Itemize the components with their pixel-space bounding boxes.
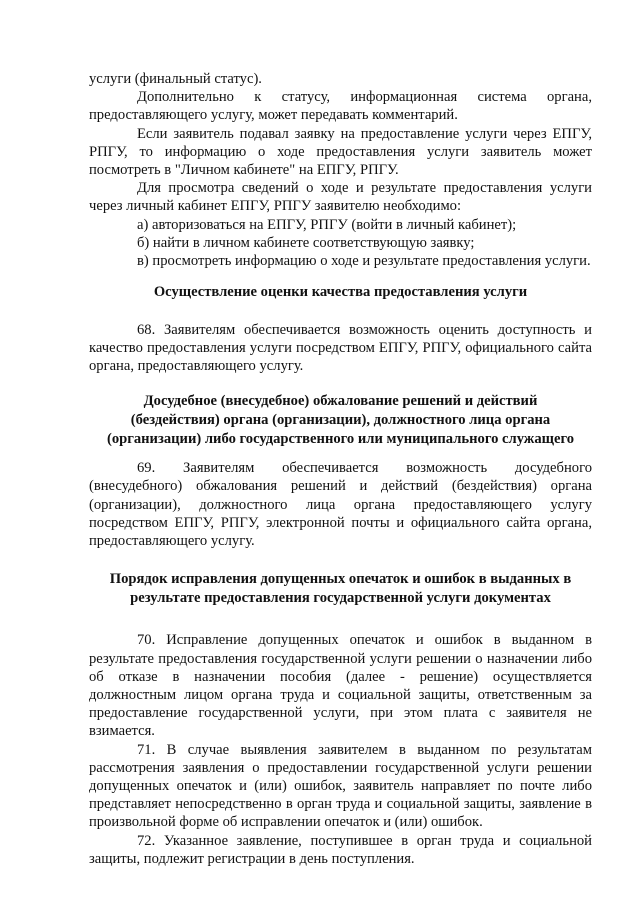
paragraph-comment: Дополнительно к статусу, информационная система органа, предоставляющего услугу, может передавать комментарий. (89, 89, 592, 124)
paragraph-70: 70. Исправление допущенных опечаток и ошибок в выданном в результате предоставления государственной услуги решении о назначении либо об отказе в назначении пособия (далее - решение) осуществляется должностным лицом органа труда и социальной защиты, ответственным за предоставление государственной услуги, при этом плата с заявителя не взимается. (89, 632, 592, 740)
paragraph-view-info: Для просмотра сведений о ходе и результате предоставления услуги через личный кабинет ЕПГУ, РПГУ заявителю необходимо: (89, 180, 592, 215)
heading-error-correction (89, 570, 592, 607)
document-page (89, 70, 592, 868)
heading-error-correction-line2: результате предоставления государственной услуги документах (130, 589, 551, 606)
paragraph-final-status: услуги (финальный статус). (89, 71, 262, 87)
list-item-b: б) найти в личном кабинете соответствующую заявку; (137, 234, 475, 251)
heading-quality-assessment: Осуществление оценки качества предоставления услуги (153, 284, 528, 301)
paragraph-68: 68. Заявителям обеспечивается возможность оценить доступность и качество предоставления услуги посредством ЕПГУ, РПГУ, официального сайта органа, предоставляющего услугу. (89, 321, 592, 375)
list-item-a: а) авторизоваться на ЕПГУ, РПГУ (войти в личный кабинет); (137, 216, 517, 233)
heading-pretrial-appeal (89, 392, 592, 448)
paragraph-72: 72. Указанное заявление, поступившее в орган труда и социальной защиты, подлежит регистрации в день поступления. (89, 832, 592, 867)
heading-pretrial-appeal-line2: (бездействия) органа (организации), должностного лица органа (130, 412, 551, 429)
heading-pretrial-appeal-line3: (организации) либо государственного или муниципального служащего (106, 430, 575, 447)
list-item-c: в) просмотреть информацию о ходе и результате предоставления услуги. (137, 253, 591, 270)
heading-error-correction-line1: Порядок исправления допущенных опечаток и ошибок в выданных в (109, 571, 572, 588)
paragraph-personal-cabinet: Если заявитель подавал заявку на предоставление услуги через ЕПГУ, РПГУ, то информацию о ходе предоставления услуги заявитель может посмотреть в "Личном кабинете" на ЕПГУ, РПГУ. (89, 125, 592, 179)
paragraph-69: 69. Заявителям обеспечивается возможность досудебного (внесудебного) обжалования решений и действий (бездействия) органа (организации), должностного лица органа предоставляющего услугу посредством ЕПГУ, РПГУ, электронной почты и официального сайта органа, предоставляющего услугу. (89, 460, 592, 550)
paragraph-71: 71. В случае выявления заявителем в выданном по результатам рассмотрения заявления о предоставлении государственной услуги решении допущенных опечаток и (или) ошибок, заявитель направляет по почте либо представляет непосредственно в орган труда и социальной защиты, заявление в произвольной форме об исправлении опечаток и (или) ошибок. (89, 741, 592, 831)
heading-pretrial-appeal-line1: Досудебное (внесудебное) обжалование решений и действий (143, 393, 538, 410)
